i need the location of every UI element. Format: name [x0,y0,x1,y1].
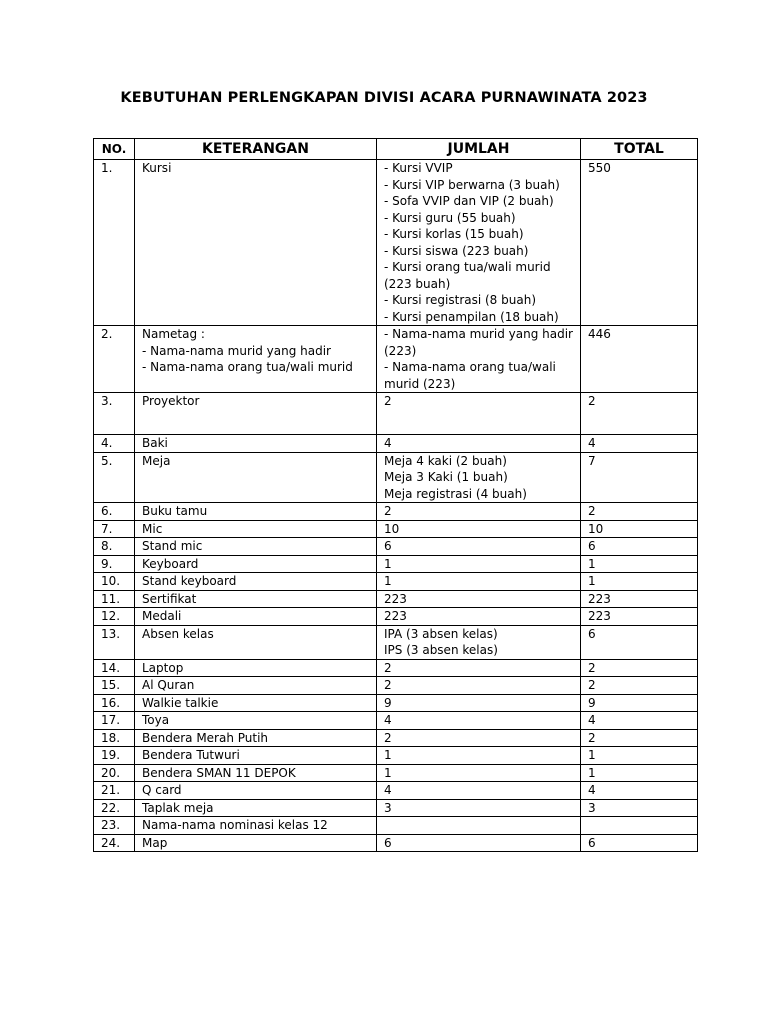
jumlah-line [384,817,580,834]
cell-jumlah [377,160,581,326]
table-row [94,435,698,453]
cell-total: 4 [581,782,698,800]
keterangan-line: Keyboard [142,556,199,571]
jumlah-line: Meja 3 Kaki (1 buah) [384,470,508,484]
keterangan-line: Walkie talkie [142,695,219,710]
jumlah-line: 223 [384,591,407,606]
table-row [94,503,698,521]
cell-no: 11. [94,590,135,608]
keterangan-line: - Nama-nama orang tua/wali murid [142,360,353,374]
jumlah-line: - Kursi korlas (15 buah) [384,227,524,241]
jumlah-line: - Kursi registrasi (8 buah) [384,293,536,307]
cell-no: 8. [94,538,135,556]
jumlah-line: 3 [384,800,392,815]
cell-no: 19. [94,747,135,765]
cell-jumlah [377,573,581,591]
table-row [94,729,698,747]
keterangan-line: Nama-nama nominasi kelas 12 [142,818,328,832]
cell-jumlah [377,452,581,503]
cell-no: 22. [94,799,135,817]
table-row [94,326,698,393]
cell-no: 2. [94,326,135,393]
jumlah-line: - Kursi orang tua/wali murid (223 buah) [384,260,551,291]
jumlah-line: - Sofa VVIP dan VIP (2 buah) [384,194,554,208]
table-header-row [94,139,698,160]
jumlah-line: - Kursi guru (55 buah) [384,210,516,225]
keterangan-line: Map [142,835,168,850]
keterangan-line: Medali [142,609,182,623]
cell-keterangan [135,435,377,453]
document-title: KEBUTUHAN PERLENGKAPAN DIVISI ACARA PURNAWINATA 2023 [120,90,648,106]
keterangan-line: - Nama-nama murid yang hadir [142,343,331,358]
keterangan-line: Proyektor [142,394,200,408]
keterangan-line: Bendera Merah Putih [142,730,269,745]
cell-no: 4. [94,435,135,453]
cell-total: 550 [581,160,698,326]
table-row [94,608,698,626]
cell-total: 6 [581,625,698,659]
jumlah-line: 6 [384,539,392,553]
jumlah-line: 4 [384,436,392,450]
cell-total: 223 [581,590,698,608]
jumlah-line: 1 [384,765,392,780]
jumlah-line: - Kursi VVIP [384,161,453,175]
jumlah-line: 1 [384,574,392,588]
cell-no: 3. [94,393,135,435]
equipment-table [93,138,698,852]
jumlah-line: 1 [384,556,392,571]
table-row [94,659,698,677]
table-body [94,160,698,852]
keterangan-line: Meja [142,453,171,468]
jumlah-line: Meja registrasi (4 buah) [384,486,527,501]
cell-jumlah [377,729,581,747]
cell-total: 2 [581,677,698,695]
cell-jumlah [377,799,581,817]
cell-keterangan [135,326,377,393]
keterangan-line: Toya [142,713,170,727]
keterangan-line: Bendera SMAN 11 DEPOK [142,765,296,780]
cell-total: 1 [581,573,698,591]
cell-keterangan [135,729,377,747]
cell-jumlah [377,538,581,556]
keterangan-line: Absen kelas [142,626,214,641]
cell-no: 24. [94,834,135,852]
cell-no: 1. [94,160,135,326]
cell-jumlah [377,520,581,538]
cell-total: 6 [581,538,698,556]
cell-no: 6. [94,503,135,521]
jumlah-line: 2 [384,730,392,745]
header-jumlah: JUMLAH [377,139,581,160]
cell-keterangan [135,608,377,626]
jumlah-line: 2 [384,394,392,408]
jumlah-line: 4 [384,783,392,797]
cell-keterangan [135,659,377,677]
table-row [94,555,698,573]
cell-total: 1 [581,764,698,782]
cell-no: 10. [94,573,135,591]
table-row [94,694,698,712]
cell-jumlah [377,393,581,435]
cell-total: 446 [581,326,698,393]
jumlah-line: - Kursi siswa (223 buah) [384,243,529,258]
cell-jumlah [377,326,581,393]
cell-no: 7. [94,520,135,538]
table-row [94,747,698,765]
cell-no: 5. [94,452,135,503]
cell-total [581,817,698,835]
jumlah-line: 6 [384,835,392,850]
table-row [94,160,698,326]
cell-total: 1 [581,555,698,573]
cell-no: 12. [94,608,135,626]
cell-no: 15. [94,677,135,695]
keterangan-line: Baki [142,436,168,450]
header-no: NO. [94,139,135,160]
cell-keterangan [135,590,377,608]
jumlah-line: 2 [384,660,392,675]
keterangan-line: Taplak meja [142,800,214,815]
jumlah-line: Meja 4 kaki (2 buah) [384,453,507,468]
cell-keterangan [135,573,377,591]
cell-no: 17. [94,712,135,730]
cell-total: 3 [581,799,698,817]
cell-total: 2 [581,729,698,747]
cell-keterangan [135,694,377,712]
table-row [94,452,698,503]
cell-jumlah [377,677,581,695]
cell-jumlah [377,834,581,852]
cell-no: 23. [94,817,135,835]
jumlah-line: 4 [384,713,392,727]
keterangan-line: Mic [142,521,163,536]
cell-no: 18. [94,729,135,747]
cell-keterangan [135,799,377,817]
table-row [94,677,698,695]
cell-keterangan [135,782,377,800]
cell-keterangan [135,520,377,538]
header-keterangan: KETERANGAN [135,139,377,160]
cell-total: 10 [581,520,698,538]
cell-keterangan [135,538,377,556]
keterangan-line: Al Quran [142,678,195,692]
cell-jumlah [377,747,581,765]
cell-jumlah [377,590,581,608]
cell-jumlah [377,659,581,677]
jumlah-line: - Nama-nama orang tua/wali murid (223) [384,360,556,391]
cell-no: 14. [94,659,135,677]
cell-keterangan [135,452,377,503]
cell-total: 4 [581,435,698,453]
jumlah-line: IPA (3 absen kelas) [384,626,498,641]
cell-total: 223 [581,608,698,626]
cell-total: 6 [581,834,698,852]
cell-no: 16. [94,694,135,712]
jumlah-line: 9 [384,695,392,710]
header-total: TOTAL [581,139,698,160]
table-row [94,625,698,659]
cell-jumlah [377,764,581,782]
cell-jumlah [377,555,581,573]
cell-no: 20. [94,764,135,782]
table-row [94,834,698,852]
cell-total: 1 [581,747,698,765]
cell-keterangan [135,555,377,573]
cell-keterangan [135,817,377,835]
table-row [94,538,698,556]
cell-keterangan [135,677,377,695]
cell-jumlah [377,608,581,626]
table-row [94,712,698,730]
cell-keterangan [135,834,377,852]
table-row [94,817,698,835]
keterangan-line: Nametag : [142,327,205,341]
cell-jumlah [377,625,581,659]
table-row [94,590,698,608]
table-row [94,393,698,435]
table-row [94,799,698,817]
cell-total: 9 [581,694,698,712]
cell-total: 2 [581,503,698,521]
keterangan-line: Q card [142,783,182,797]
cell-keterangan [135,712,377,730]
cell-jumlah [377,817,581,835]
cell-jumlah [377,694,581,712]
keterangan-line: Stand keyboard [142,574,237,588]
cell-total: 2 [581,393,698,435]
cell-jumlah [377,712,581,730]
cell-no: 9. [94,555,135,573]
keterangan-line: Laptop [142,660,184,675]
keterangan-line: Sertifikat [142,591,197,606]
cell-keterangan [135,764,377,782]
table-row [94,573,698,591]
jumlah-line: 10 [384,521,400,536]
cell-jumlah [377,435,581,453]
cell-jumlah [377,782,581,800]
jumlah-line: - Kursi VIP berwarna (3 buah) [384,177,560,192]
cell-no: 21. [94,782,135,800]
jumlah-line: - Nama-nama murid yang hadir (223) [384,327,573,358]
cell-keterangan [135,393,377,435]
table-row [94,764,698,782]
table-row [94,520,698,538]
keterangan-line: Buku tamu [142,504,208,518]
jumlah-line: IPS (3 absen kelas) [384,643,498,657]
cell-keterangan [135,625,377,659]
jumlah-line: - Kursi penampilan (18 buah) [384,309,559,324]
keterangan-line: Kursi [142,161,172,175]
keterangan-line: Stand mic [142,539,203,553]
jumlah-line: 2 [384,504,392,518]
cell-jumlah [377,503,581,521]
jumlah-line: 1 [384,748,392,762]
cell-no: 13. [94,625,135,659]
cell-keterangan [135,160,377,326]
cell-total: 4 [581,712,698,730]
cell-total: 2 [581,659,698,677]
table-row [94,782,698,800]
jumlah-line: 223 [384,609,407,623]
cell-keterangan [135,503,377,521]
keterangan-line: Bendera Tutwuri [142,748,240,762]
cell-keterangan [135,747,377,765]
cell-total: 7 [581,452,698,503]
jumlah-line: 2 [384,678,392,692]
